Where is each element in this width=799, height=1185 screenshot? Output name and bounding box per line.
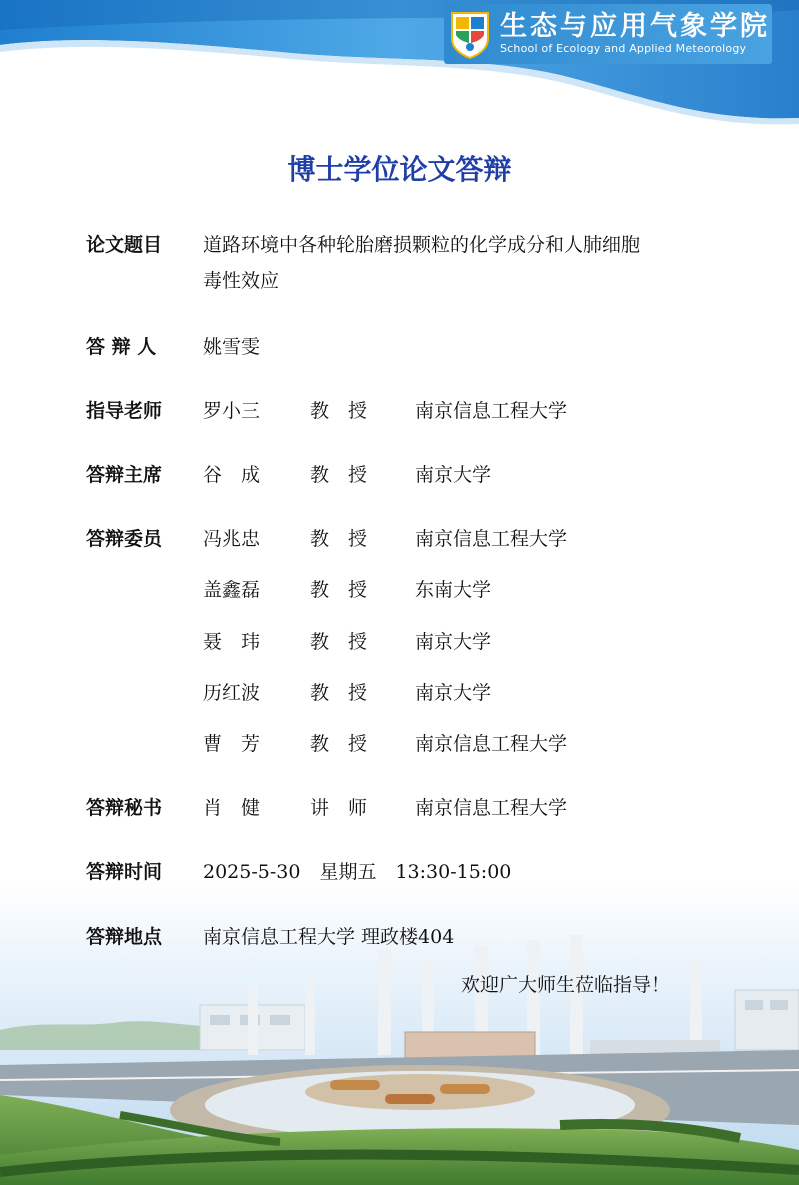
logo-english-name: School of Ecology and Applied Meteorology [500, 42, 747, 55]
school-logo-banner [444, 4, 772, 64]
advisor-org: 南京信息工程大学 [415, 400, 568, 422]
thesis-label: 论文题目 [86, 234, 163, 256]
thesis-title-line2: 毒性效应 [203, 270, 280, 292]
committee-label: 答辩委员 [86, 528, 163, 550]
committee-member-title: 教 授 [310, 682, 368, 704]
defender-name: 姚雪雯 [203, 336, 261, 358]
committee-member-name: 冯兆忠 [203, 528, 261, 550]
secretary-title: 讲 师 [310, 797, 368, 819]
chair-org: 南京大学 [415, 464, 492, 486]
time-label: 答辩时间 [86, 861, 163, 883]
committee-member-org: 东南大学 [415, 579, 492, 601]
chair-title: 教 授 [310, 464, 368, 486]
secretary-name: 肖 健 [203, 797, 261, 819]
defense-place: 南京信息工程大学 理政楼404 [203, 926, 455, 948]
thesis-title-line1: 道路环境中各种轮胎磨损颗粒的化学成分和人肺细胞 [203, 234, 641, 256]
defender-label: 答 辩 人 [86, 336, 157, 358]
committee-member-org: 南京信息工程大学 [415, 528, 568, 550]
secretary-org: 南京信息工程大学 [415, 797, 568, 819]
committee-member-org: 南京大学 [415, 682, 492, 704]
advisor-title: 教 授 [310, 400, 368, 422]
advisor-label: 指导老师 [86, 400, 163, 422]
committee-member-title: 教 授 [310, 733, 368, 755]
committee-member-org: 南京信息工程大学 [415, 733, 568, 755]
committee-member-name: 历红波 [203, 682, 261, 704]
committee-member-name: 聂 玮 [203, 631, 261, 653]
welcome-text: 欢迎广大师生莅临指导！ [461, 974, 671, 996]
chair-label: 答辩主席 [86, 464, 163, 486]
committee-member-name: 盖鑫磊 [203, 579, 261, 601]
page-title: 博士学位论文答辩 [287, 153, 512, 186]
committee-member-name: 曹 芳 [203, 733, 261, 755]
committee-member-title: 教 授 [310, 631, 368, 653]
committee-member-title: 教 授 [310, 528, 368, 550]
place-label: 答辩地点 [86, 926, 163, 948]
committee-member-org: 南京大学 [415, 631, 492, 653]
school-emblem-icon [448, 9, 492, 59]
advisor-name: 罗小三 [203, 400, 261, 422]
logo-chinese-name: 生态与应用气象学院 [500, 11, 770, 42]
secretary-label: 答辩秘书 [86, 797, 163, 819]
committee-member-title: 教 授 [310, 579, 368, 601]
defense-time: 2025-5-30 星期五 13:30-15:00 [203, 861, 512, 883]
chair-name: 谷 成 [203, 464, 261, 486]
